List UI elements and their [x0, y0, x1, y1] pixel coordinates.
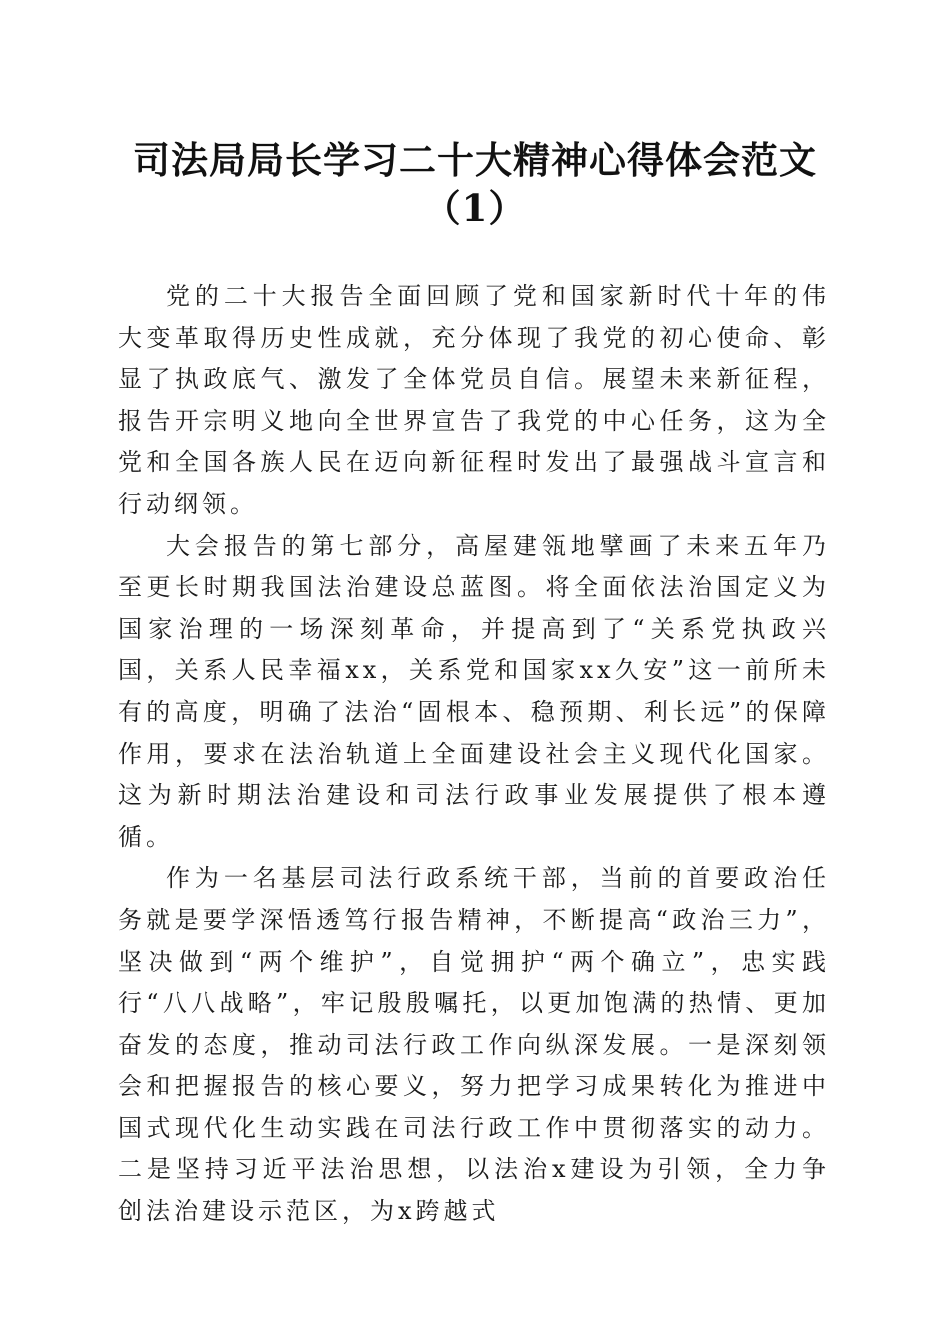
- title-line-1: 司法局局长学习二十大精神心得体会范文: [133, 138, 817, 182]
- paragraph-3: 作为一名基层司法行政系统干部，当前的首要政治任务就是要学深悟透笃行报告精神，不断提高“政治三力”，坚决做到“两个维护”，自觉拥护“两个确立”，忠实践行“八八战略”，牢记殷殷嘱托，以更加饱满的热情、更加奋发的态度，推动司法行政工作向纵深发展。一是深刻领会和把握报告的核心要义，努力把学习成果转化为推进中国式现代化生动实践在司法行政工作中贯彻落实的动力。二是坚持习近平法治思想，以法治x建设为引领，全力争创法治建设示范区，为x跨越式: [118, 864, 830, 1226]
- document-title: [100, 136, 850, 232]
- paragraph-2: 大会报告的第七部分，高屋建瓴地擘画了未来五年乃至更长时期我国法治建设总蓝图。将全面依法治国定义为国家治理的一场深刻革命，并提高到了“关系党执政兴国，关系人民幸福xx，关系党和国家xx久安”这一前所未有的高度，明确了法治“固根本、稳预期、利长远”的保障作用，要求在法治轨道上全面建设社会主义现代化国家。这为新时期法治建设和司法行政事业发展提供了根本遵循。: [118, 531, 830, 851]
- document-body: [118, 276, 830, 1233]
- title-line-2: （1）: [423, 186, 527, 230]
- paragraph-1: 党的二十大报告全面回顾了党和国家新时代十年的伟大变革取得历史性成就，充分体现了我党的初心使命、彰显了执政底气、激发了全体党员自信。展望未来新征程，报告开宗明义地向全世界宣告了我党的中心任务，这为全党和全国各族人民在迈向新征程时发出了最强战斗宣言和行动纲领。: [118, 282, 830, 518]
